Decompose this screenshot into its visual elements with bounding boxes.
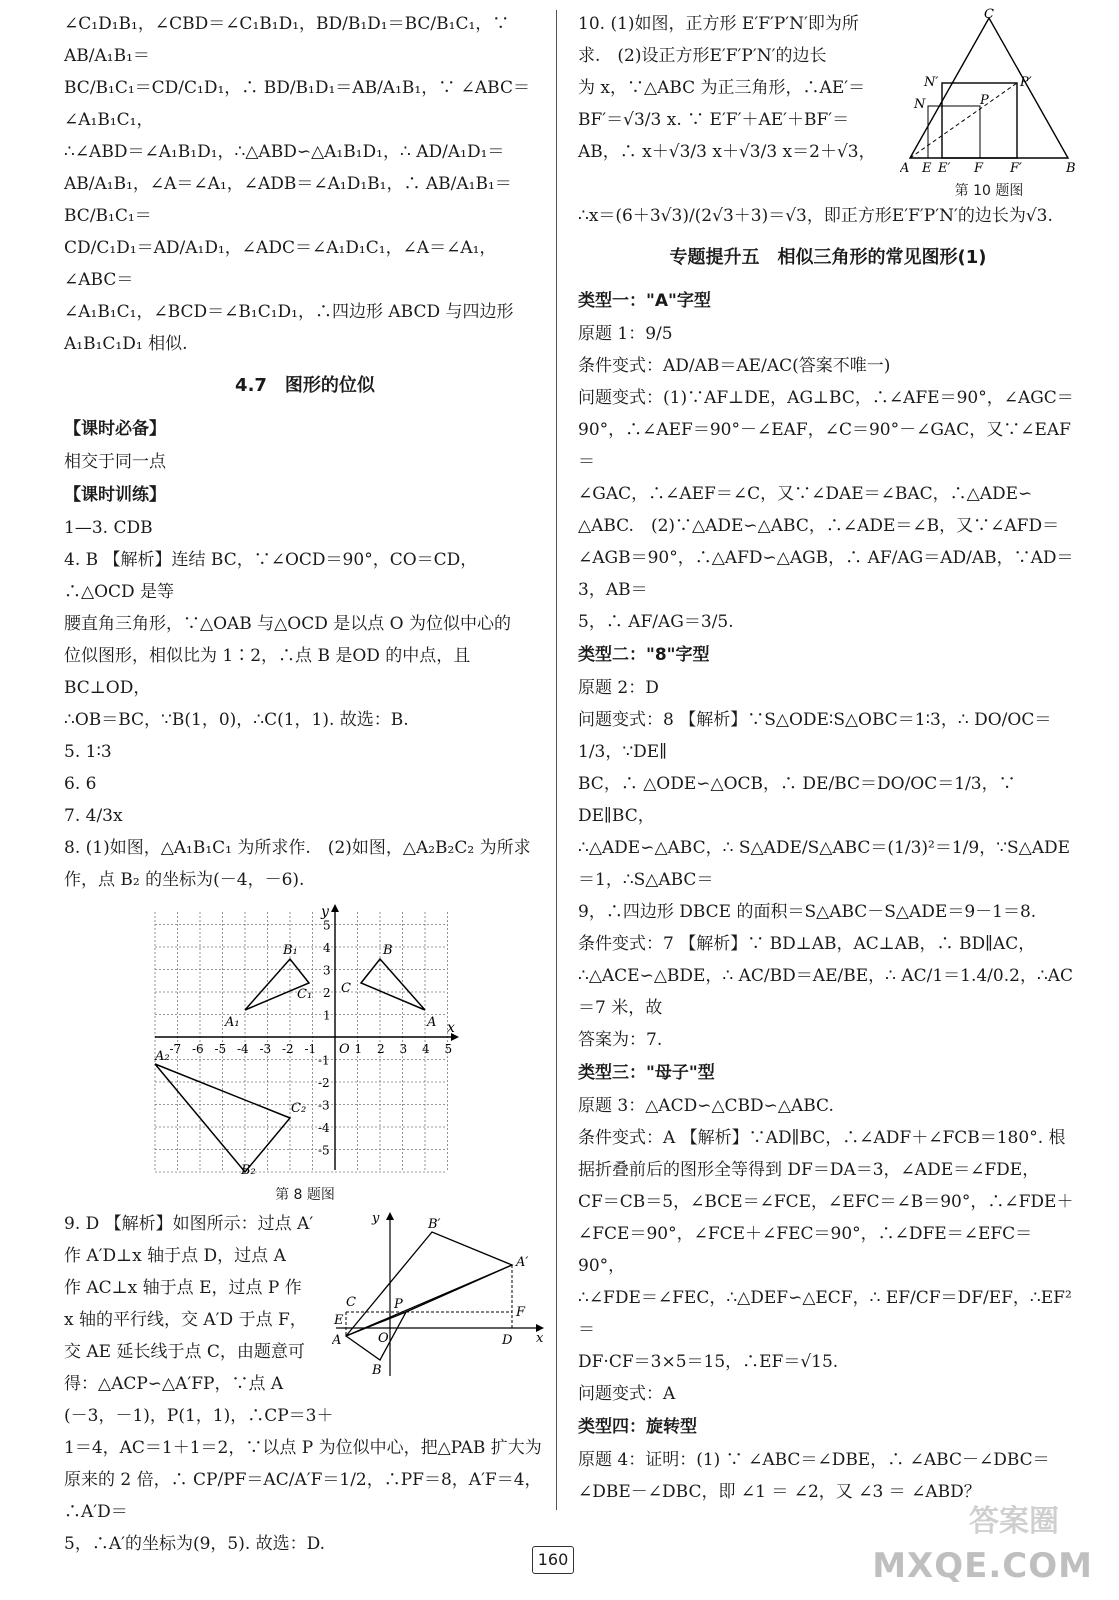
text-line: ∴△ACE∽△BDE，∴ AC/BD＝AE/BE，∴ AC/1＝1.4/0.2，∴AC＝7 米，故 [578,966,1074,1018]
type-3-heading: 类型三："母子"型 [578,1063,715,1083]
x-tick-label: -2 [282,1042,294,1056]
label-A-prime: A′ [516,1255,529,1270]
x-tick-label: 3 [399,1042,408,1056]
type-4-heading: 类型四：旋转型 [578,1417,697,1437]
original-1: 原题 1：9/5 [578,324,673,344]
x-tick-label: -5 [214,1042,227,1056]
text-line: 作 AC⊥x 轴于点 E，过点 P 作 [64,1278,302,1298]
x-tick-label: -6 [192,1042,204,1056]
axis-y-label: y [321,904,329,920]
y-tick-label: 1 [323,1008,331,1023]
text-line: ∴∠FDE＝∠FEC，∴△DEF∽△ECF，∴ EF/CF＝DF/EF，∴EF²＝ [578,1288,1072,1340]
answer-bibei: 相交于同一点 [64,452,166,472]
text-line: 求. (2)设正方形E′F′P′N′的边长 [578,46,827,66]
label-C: C [984,8,994,22]
text-line: 9. D 【解析】如图所示：过点 A′ [64,1214,314,1234]
label-P: P [980,93,989,108]
label-C: C [346,1295,356,1310]
axis-x-label: x [447,1020,455,1036]
label-A: A [900,161,910,176]
text-line: 9，∴四边形 DBCE 的面积＝S△ABC－S△ADE＝9－1＝8. [578,902,1037,922]
heading-xunlian: 【课时训练】 [64,485,166,505]
y-tick-label: -4 [318,1121,330,1135]
text-line: ∴x＝(6＋3√3)/(2√3＋3)＝√3，即正方形E′F′P′N′的边长为√3. [578,206,1053,226]
text-line: ∠C₁D₁B₁，∠CBD＝∠C₁B₁D₁，BD/B₁D₁＝BC/B₁C₁，∵ AB/A₁B₁＝ [64,14,510,66]
figure-8-caption: 第 8 题图 [275,1187,335,1203]
text-line: 位似图形，相似比为 1∶2，∴点 B 是OD 的中点，且 BC⊥OD， [64,646,471,698]
label-A2: A₂ [155,1049,170,1064]
label-N-prime: N′ [924,75,939,90]
answer-5: 5. 1∶3 [64,742,112,762]
text-line: BC，∴ △ODE∽△OCB，∴ DE/BC＝DO/OC＝1/3，∵ DE∥BC， [578,774,1016,826]
text-line: 4. B 【解析】连结 BC，∵∠OCD＝90°，CO＝CD，∴△OCD 是等 [64,550,478,602]
label-B-prime: B′ [428,1217,441,1232]
proof-continuation [64,8,546,360]
label-A1: A₁ [225,1015,240,1030]
x-tick-label: 4 [422,1042,430,1056]
watermark-logo: 答案圈 [969,1504,1059,1539]
label-F: F [974,161,984,176]
text-line: 问题变式：8 【解析】∵S△ODE∶S△OBC＝1∶3，∴ DO/OC＝1/3，∵DE∥ [578,710,1052,762]
text-line: ∠AGB＝90°，∴△AFD∽△AGB，∴ AF/AG＝AD/AB，∵AD＝3，AB＝ [578,548,1074,600]
text-line: 1＝4，AC＝1＋1＝2，∵以点 P 为位似中心，把△PAB 扩大为 [64,1438,542,1458]
label-E: E [334,1313,344,1328]
text-line: ∴∠ABD＝∠A₁B₁D₁，∴△ABD∽△A₁B₁D₁，∴ AD/A₁D₁＝ [64,142,505,162]
text-line: 条件变式：7 【解析】∵ BD⊥AB，AC⊥AB，∴ BD∥AC， [578,934,1036,954]
x-tick-label: 2 [377,1042,385,1056]
text-line: 5，∴A′的坐标为(9，5). 故选：D. [64,1534,326,1554]
answer-9 [64,1208,546,1560]
label-E-prime: E′ [938,161,951,176]
text-line: 10. (1)如图，正方形 E′F′P′N′即为所 [578,14,859,34]
y-tick-label: 2 [323,986,331,1000]
text-line: 90°，∴∠AEF＝90°－∠EAF，∠C＝90°－∠GAC，又∵∠EAF＝ [578,420,1071,472]
text-line: ∴△ADE∽△ABC，∴ S△ADE/S△ABC＝(1/3)²＝1/9，∵S△ADE＝1，∴S△ABC＝ [578,838,1071,890]
label-y: y [372,1211,380,1226]
text-line: ∠GAC，∴∠AEF＝∠C，又∵∠DAE＝∠BAC，∴△ADE∽ [578,484,1033,504]
figure-10 [900,8,1078,176]
text-line: 作，点 B₂ 的坐标为(－4，－6). [64,870,305,890]
left-column [64,8,546,1560]
text-line: ∠DBE－∠DBC，即 ∠1 ＝ ∠2，又 ∠3 ＝ ∠ABD？ [578,1482,981,1502]
right-column [578,8,1078,1508]
figure-9 [332,1208,546,1378]
text-line: BF′＝√3/3 x. ∵ E′F′＋AE′＋BF′＝ [578,110,850,130]
label-C: C [341,981,351,996]
text-line: 条件变式：A 【解析】∵AD∥BC，∴∠ADF＋∠FCB＝180°. 根 [578,1128,1066,1148]
origin-label: O [339,1042,350,1057]
text-line: 问题变式：(1)∵AF⊥DE，AG⊥BC，∴∠AFE＝90°，∠AGC＝ [578,388,1074,408]
x-tick-label: 5 [444,1042,453,1056]
label-B: B [383,943,393,958]
text-line: △ABC. (2)∵△ADE∽△ABC，∴∠ADE＝∠B，又∵∠AFD＝ [578,516,1060,536]
y-tick-label: -2 [318,1076,330,1090]
label-B: B [372,1363,382,1378]
condition-variant-1: 条件变式：AD/AB＝AE/AC(答案不唯一) [578,356,891,376]
text-line: 5，∴ AF/AG＝3/5. [578,612,734,632]
original-2: 原题 2：D [578,678,659,698]
text-line: CF＝CB＝5，∠BCE＝∠FCE，∠EFC＝∠B＝90°，∴∠FDE＋ [578,1192,1074,1212]
x-tick-label: -3 [259,1042,272,1056]
question-variant-3: 问题变式：A [578,1384,676,1404]
y-tick-label: -1 [318,1053,330,1068]
text-line: 为 x，∵△ABC 为正三角形，∴AE′＝ [578,78,866,98]
text-line: 交 AE 延长线于点 C，由题意可 [64,1342,305,1362]
label-C2: C₂ [291,1101,307,1116]
label-E: E [922,161,932,176]
text-line: BC/B₁C₁＝CD/C₁D₁，∴ BD/B₁D₁＝AB/A₁B₁，∵ ∠ABC＝∠A₁B₁C₁， [64,78,530,130]
text-line: DF·CF＝3×5＝15，∴EF＝√15. [578,1352,839,1372]
text-line: 腰直角三角形，∵△OAB 与△OCD 是以点 O 为位似中心的 [64,614,511,634]
text-line: 据折叠前后的图形全等得到 DF＝DA＝3，∠ADE＝∠FDE， [578,1160,1040,1180]
y-tick-label: -5 [318,1143,330,1158]
answer-10 [578,8,1078,232]
text-line: AB，∴ x＋√3/3 x＋√3/3 x＝2＋√3， [578,142,876,162]
label-A: A [332,1333,342,1348]
answer-7: 7. 4/3x [64,806,123,826]
x-tick-label: -7 [169,1042,182,1056]
text-line: x 轴的平行线，交 A′D 于点 F， [64,1310,307,1330]
text-line: 作 A′D⊥x 轴于点 D，过点 A [64,1246,286,1266]
label-B: B [1066,161,1076,176]
label-P-prime: P′ [1020,75,1032,90]
label-x: x [536,1331,544,1346]
page-number: 160 [532,1546,574,1574]
answer-6: 6. 6 [64,774,97,794]
label-O: O [378,1331,389,1346]
text-line: AB/A₁B₁，∠A＝∠A₁，∠ADB＝∠A₁D₁B₁，∴ AB/A₁B₁＝BC/B₁C₁＝ [64,174,512,226]
figure-10-wrap [900,8,1078,200]
text-line: ∠A₁B₁C₁，∠BCD＝∠B₁C₁D₁，∴四边形 ABCD 与四边形 [64,302,514,322]
text-line: 得：△ACP∽△A′FP，∵点 A [64,1374,284,1394]
x-tick-label: 1 [354,1042,363,1056]
original-3: 原题 3：△ACD∽△CBD∽△ABC. [578,1096,834,1116]
text-line: CD/C₁D₁＝AD/A₁D₁，∠ADC＝∠A₁D₁C₁，∠A＝∠A₁，∠ABC＝ [64,238,497,290]
y-tick-label: 4 [323,941,331,955]
column-divider [556,10,557,1510]
text-line: ∴OB＝BC，∵B(1，0)，∴C(1，1). 故选：B. [64,710,409,730]
y-tick-label: 3 [323,963,331,978]
label-N: N [914,97,926,112]
label-A: A [427,1015,437,1030]
watermark: MXQE.COM [872,1546,1093,1586]
y-tick-label: -3 [318,1098,330,1113]
y-tick-label: 5 [323,918,331,933]
label-F-prime: F′ [1010,161,1022,176]
x-tick-label: -1 [304,1042,317,1056]
type-1-heading: 类型一："A"字型 [578,291,711,311]
text-line: A₁B₁C₁D₁ 相似. [64,334,188,354]
text-line: 8. (1)如图，△A₁B₁C₁ 为所求作. (2)如图，△A₂B₂C₂ 为所求 [64,838,531,858]
text-line: 原来的 2 倍，∴ CP/PF＝AC/A′F＝1/2，∴PF＝8，A′F＝4，∴A′D＝ [64,1470,542,1522]
text-line: 答案为：7. [578,1030,663,1050]
x-tick-label: -4 [237,1042,249,1056]
label-F: F [516,1305,526,1320]
figure-10-caption: 第 10 题图 [954,183,1024,199]
label-B1: B₁ [283,943,298,958]
answer-1-3: 1—3. CDB [64,518,153,538]
text-line: ∠FCE＝90°，∠FCE＋∠FEC＝90°，∴∠DFE＝∠EFC＝90°， [578,1224,1033,1276]
label-P: P [394,1297,403,1312]
figure-8-grid [145,902,465,1178]
label-C1: C₁ [297,987,313,1002]
label-D: D [502,1333,513,1348]
text-line: (－3，－1)，P(1，1)，∴CP＝3＋ [64,1406,334,1426]
section-title: 4.7 图形的位似 [235,375,375,396]
heading-bibei: 【课时必备】 [64,419,166,439]
label-B2: B₂ [241,1163,256,1178]
type-2-heading: 类型二："8"字型 [578,645,710,665]
text-line: 原题 4：证明：(1) ∵ ∠ABC＝∠DBE，∴ ∠ABC－∠DBC＝ [578,1450,1050,1470]
section-title: 专题提升五 相似三角形的常见图形(1) [669,247,987,268]
